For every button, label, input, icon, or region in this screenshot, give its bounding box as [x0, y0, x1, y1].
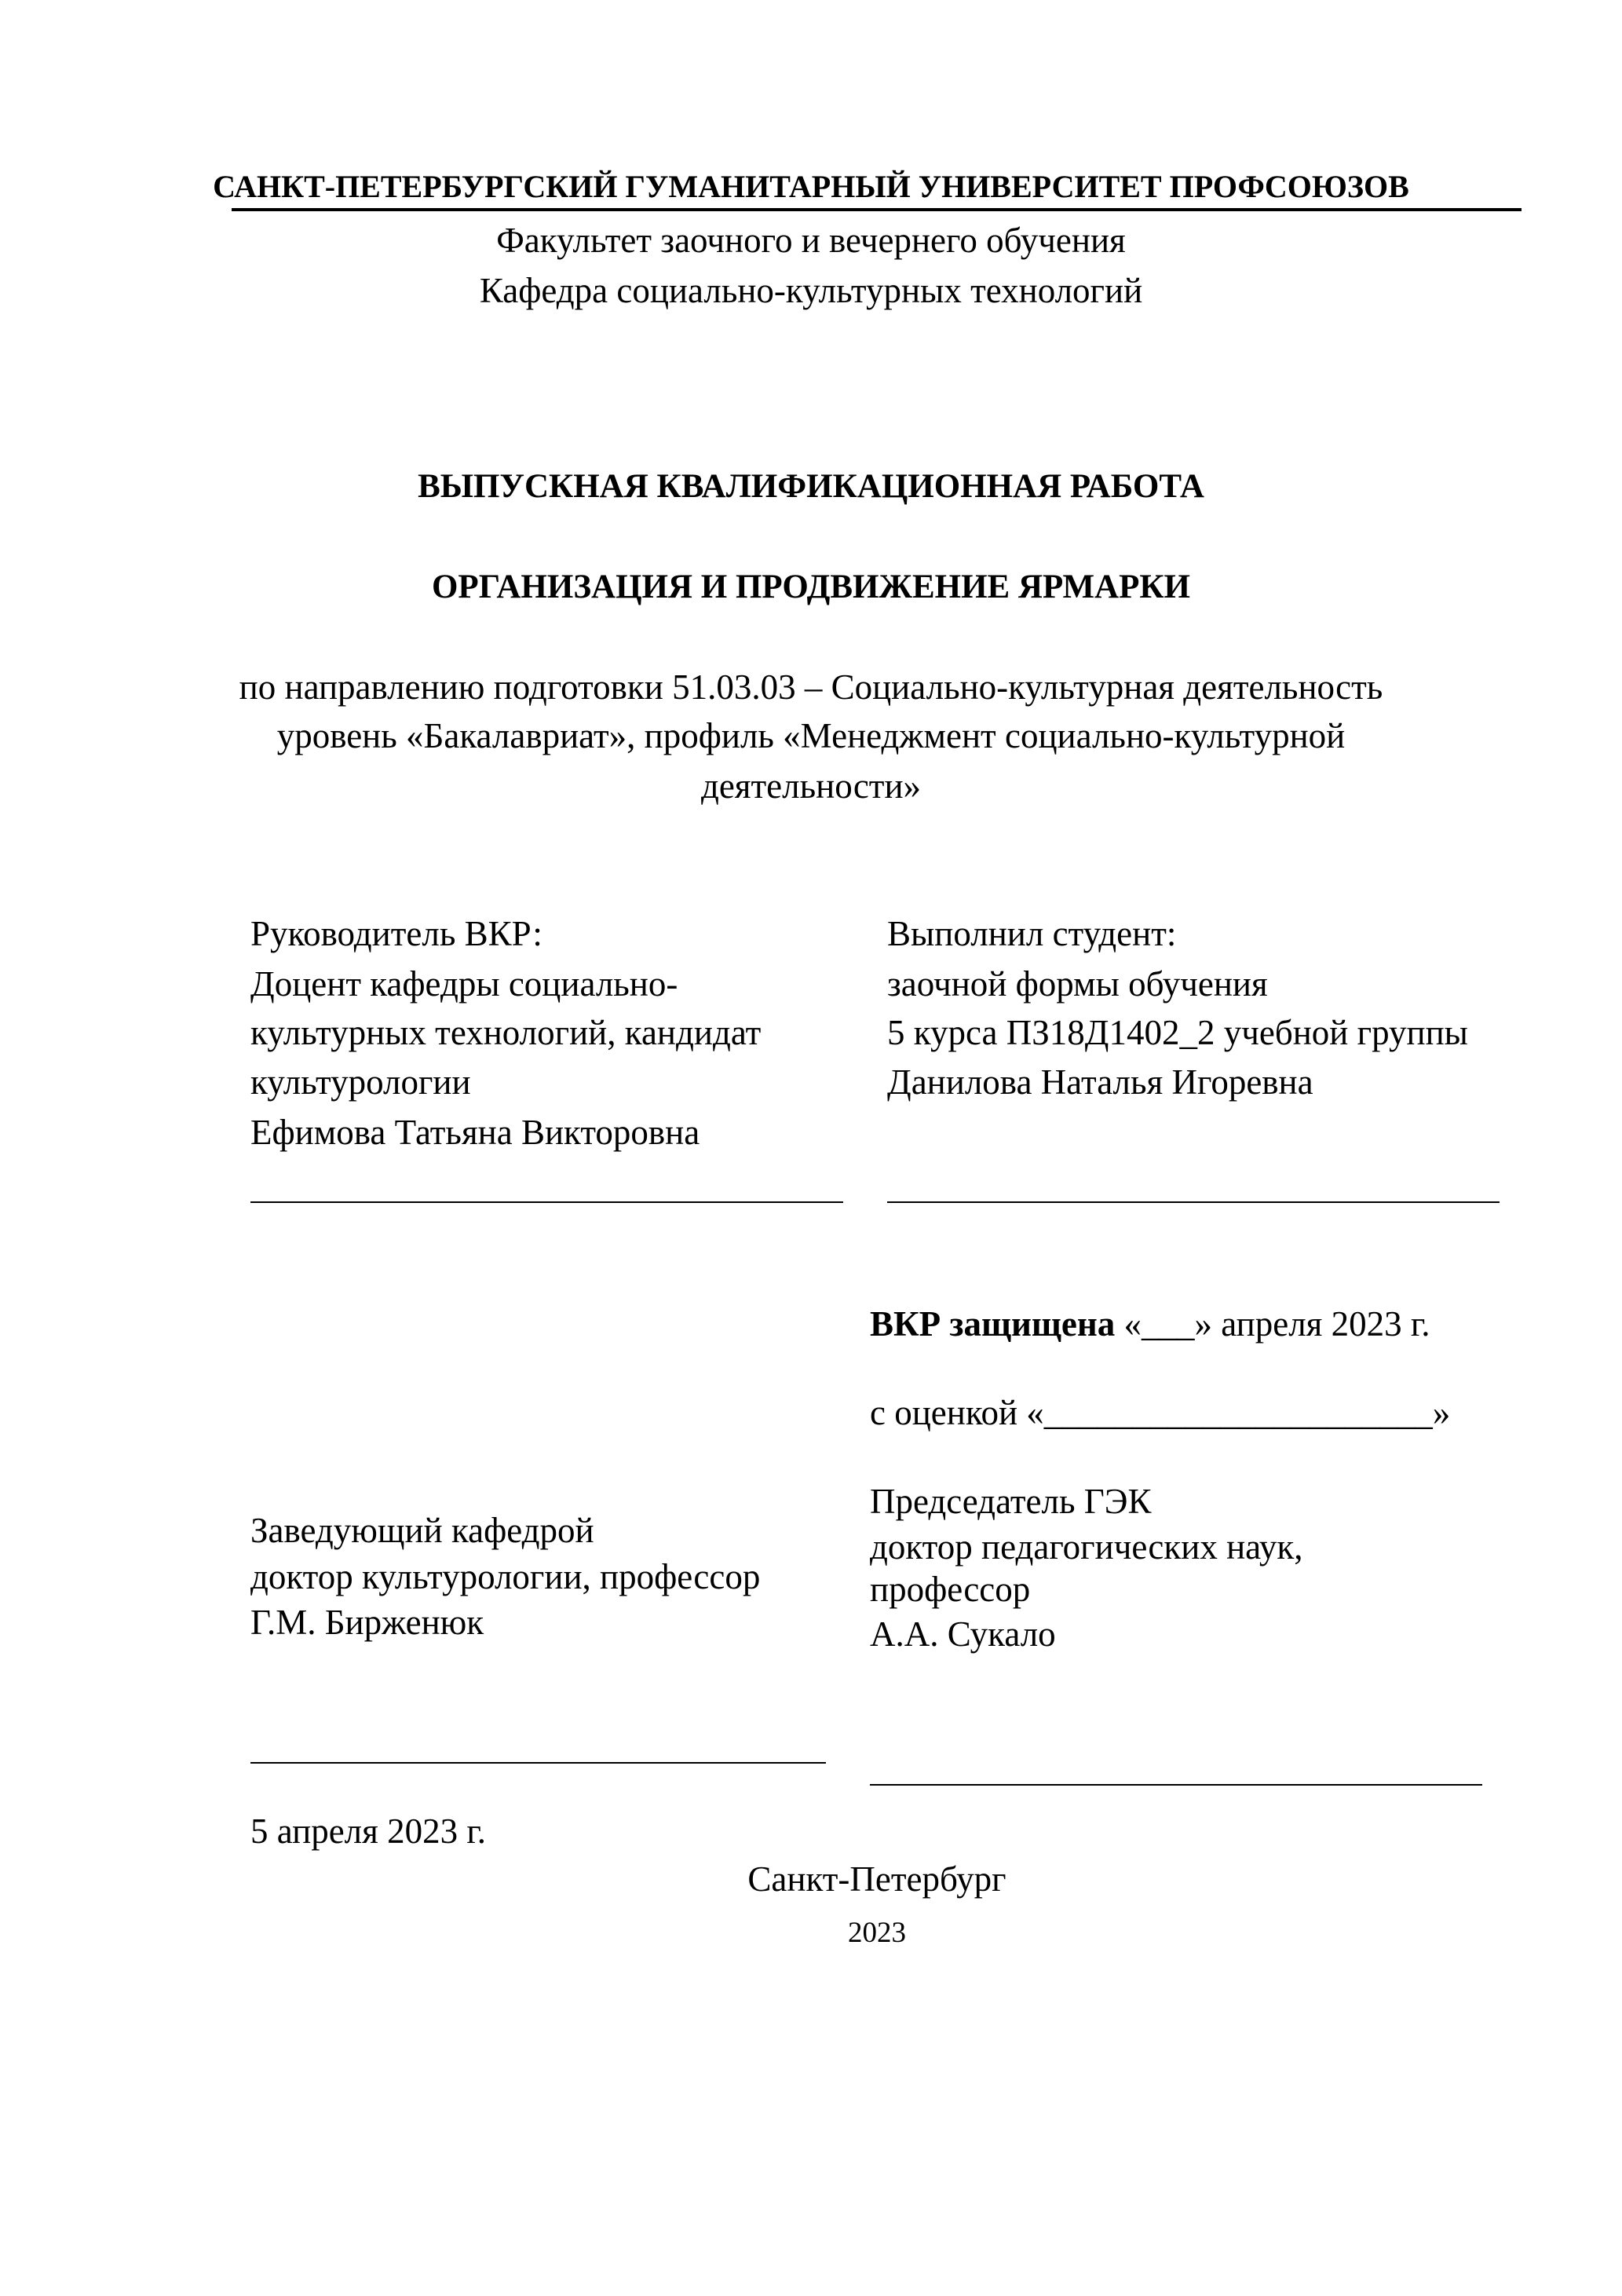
defense-date — [870, 1300, 1430, 1347]
department-name: Кафедра социально-культурных технологий — [479, 271, 1143, 310]
chairman-line: Председатель ГЭК — [870, 1482, 1152, 1521]
direction-line: по направлению подготовки 51.03.03 – Социально-культурная деятельность — [239, 667, 1383, 707]
student-line: заочной формы обучения — [887, 964, 1268, 1004]
chairman-signature-line — [870, 1784, 1482, 1786]
defense-label: ВКР защищена — [870, 1304, 1116, 1344]
supervisor-line: культурных технологий, кандидат — [250, 1013, 762, 1052]
work-type-title: ВЫПУСКНАЯ КВАЛИФИКАЦИОННАЯ РАБОТА — [418, 468, 1204, 505]
chairman-line: доктор педагогических наук, — [870, 1527, 1303, 1567]
year: 2023 — [848, 1917, 906, 1949]
supervisor-line: Доцент кафедры социально- — [250, 964, 678, 1004]
student-line: Данилова Наталья Игоревна — [887, 1062, 1313, 1102]
chairman-line: профессор — [870, 1570, 1031, 1609]
topic-title: ОРГАНИЗАЦИЯ И ПРОДВИЖЕНИЕ ЯРМАРКИ — [431, 569, 1190, 605]
supervisor-line: культурологии — [250, 1062, 471, 1102]
defense-grade: с оценкой «______________________» — [870, 1393, 1451, 1432]
chairman-line: А.А. Сукало — [870, 1614, 1056, 1654]
head-line: доктор культурологии, профессор — [250, 1557, 761, 1596]
header-rule — [232, 208, 1522, 211]
student-signature-line — [887, 1201, 1500, 1203]
faculty-name: Факультет заочного и вечернего обучения — [496, 221, 1126, 260]
city: Санкт-Петербург — [747, 1859, 1006, 1899]
university-name: САНКТ-ПЕТЕРБУРГСКИЙ ГУМАНИТАРНЫЙ УНИВЕРСИТЕТ ПРОФСОЮЗОВ — [213, 169, 1409, 204]
head-signature-line — [250, 1762, 826, 1764]
defense-date-text: «___» апреля 2023 г. — [1115, 1304, 1430, 1344]
head-line: Заведующий кафедрой — [250, 1511, 594, 1550]
student-line: 5 курса ПЗ18Д1402_2 учебной группы — [887, 1013, 1468, 1052]
supervisor-signature-line — [250, 1201, 843, 1203]
supervisor-line: Ефимова Татьяна Викторовна — [250, 1113, 700, 1152]
direction-line: уровень «Бакалавриат», профиль «Менеджмент социально-культурной — [276, 716, 1346, 755]
approval-date: 5 апреля 2023 г. — [250, 1812, 486, 1851]
head-line: Г.М. Бирженюк — [250, 1603, 484, 1642]
direction-line: деятельности» — [700, 766, 922, 806]
student-line: Выполнил студент: — [887, 914, 1177, 953]
supervisor-line: Руководитель ВКР: — [250, 914, 542, 953]
